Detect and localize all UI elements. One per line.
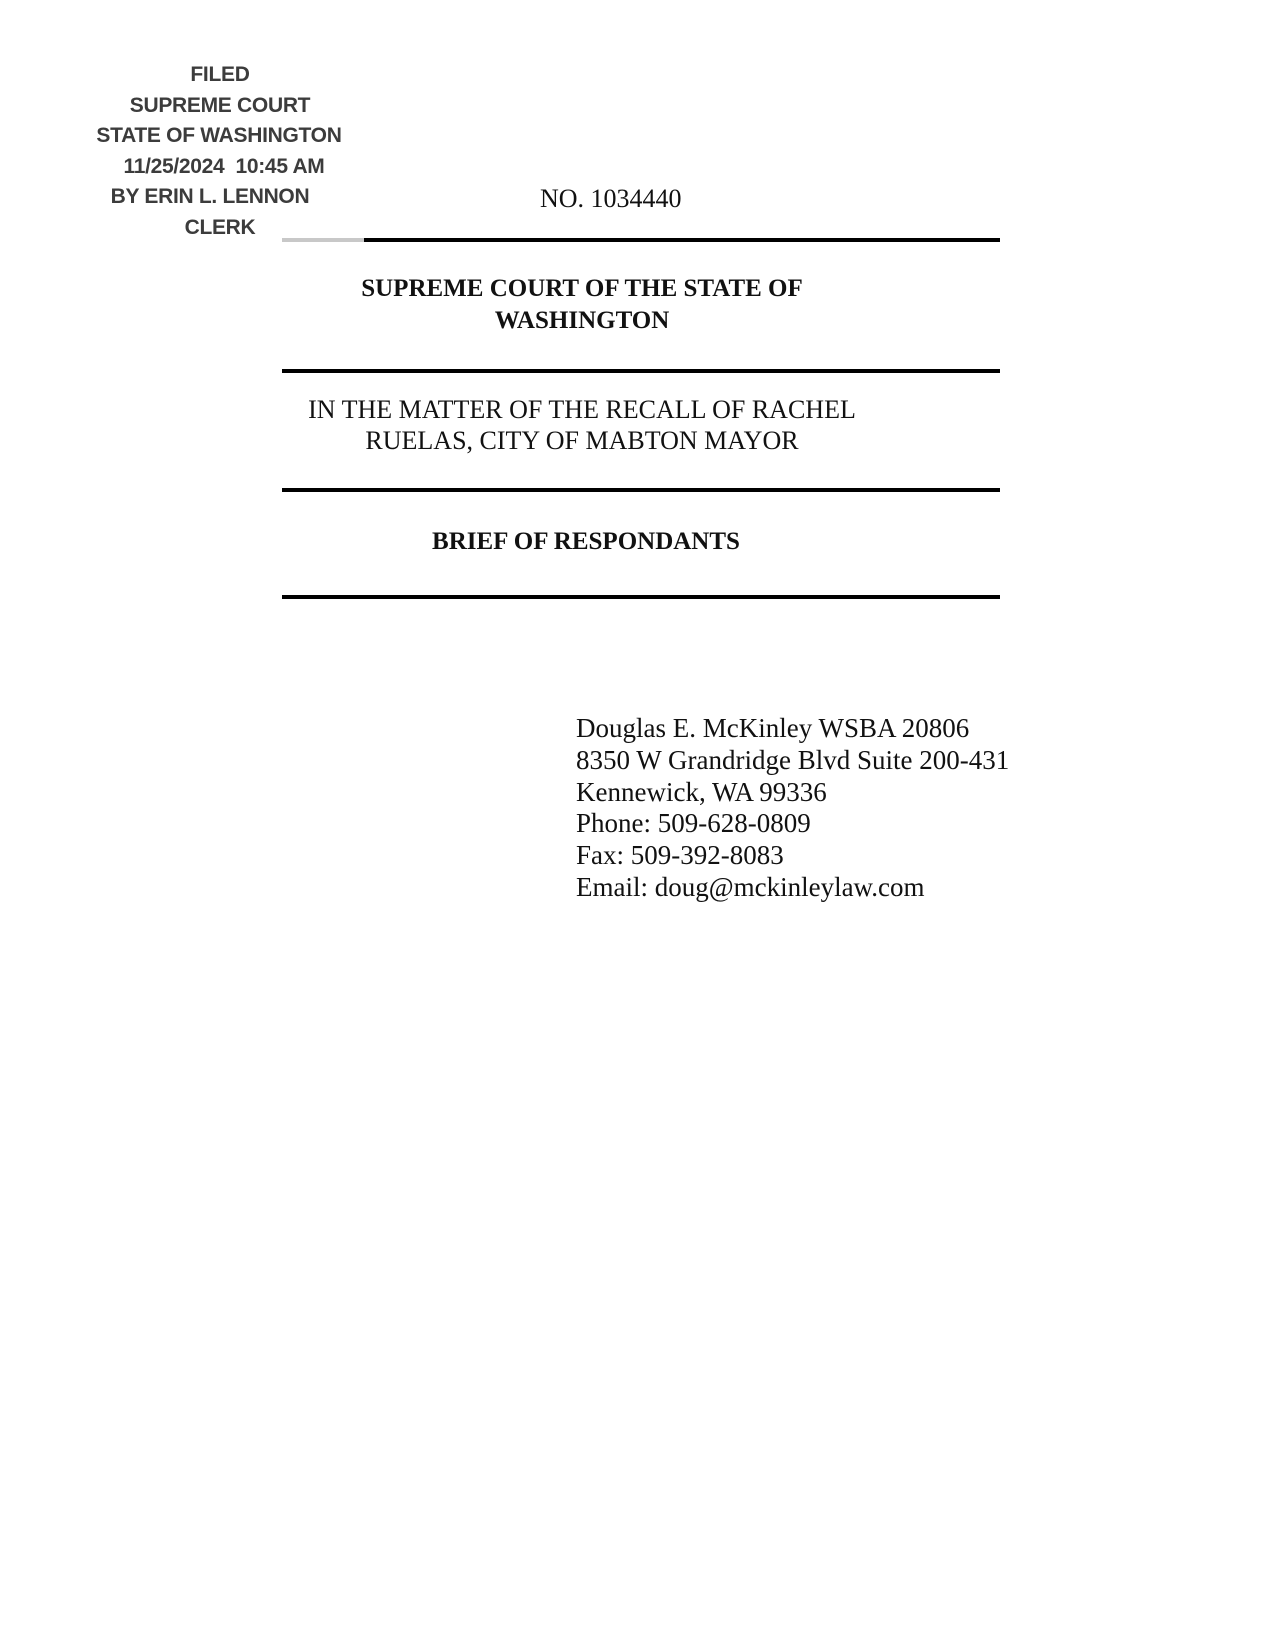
attorney-block [576, 713, 1009, 904]
stamp-line: 11/25/2024 10:45 AM [123, 154, 325, 178]
divider [282, 488, 1000, 492]
stamp-line: CLERK [184, 215, 256, 239]
divider-gray-segment [282, 238, 364, 242]
court-line-2: WASHINGTON [494, 307, 670, 334]
attorney-phone: Phone: 509-628-0809 [576, 808, 811, 839]
attorney-email: Email: doug@mckinleylaw.com [576, 871, 925, 902]
court-line-1: SUPREME COURT OF THE STATE OF [361, 275, 803, 302]
divider [282, 595, 1000, 599]
attorney-name: Douglas E. McKinley WSBA 20806 [576, 713, 970, 743]
filing-stamp [70, 60, 370, 244]
stamp-line: STATE OF WASHINGTON [96, 124, 342, 148]
attorney-address-2: Kennewick, WA 99336 [576, 776, 827, 807]
matter-line-2: RUELAS, CITY OF MABTON MAYOR [365, 426, 799, 455]
attorney-fax: Fax: 509-392-8083 [576, 840, 784, 871]
case-number: NO. 1034440 [540, 184, 682, 213]
stamp-line: BY ERIN L. LENNON [110, 185, 310, 209]
divider [282, 238, 1000, 242]
stamp-line: SUPREME COURT [129, 93, 311, 117]
brief-title: BRIEF OF RESPONDANTS [432, 528, 740, 555]
attorney-address-1: 8350 W Grandridge Blvd Suite 200-431 [576, 744, 1010, 775]
stamp-line: FILED [190, 63, 250, 86]
divider [282, 369, 1000, 373]
matter-caption [282, 394, 882, 456]
matter-line-1: IN THE MATTER OF THE RECALL OF RACHEL [308, 395, 856, 424]
court-heading [282, 273, 882, 337]
